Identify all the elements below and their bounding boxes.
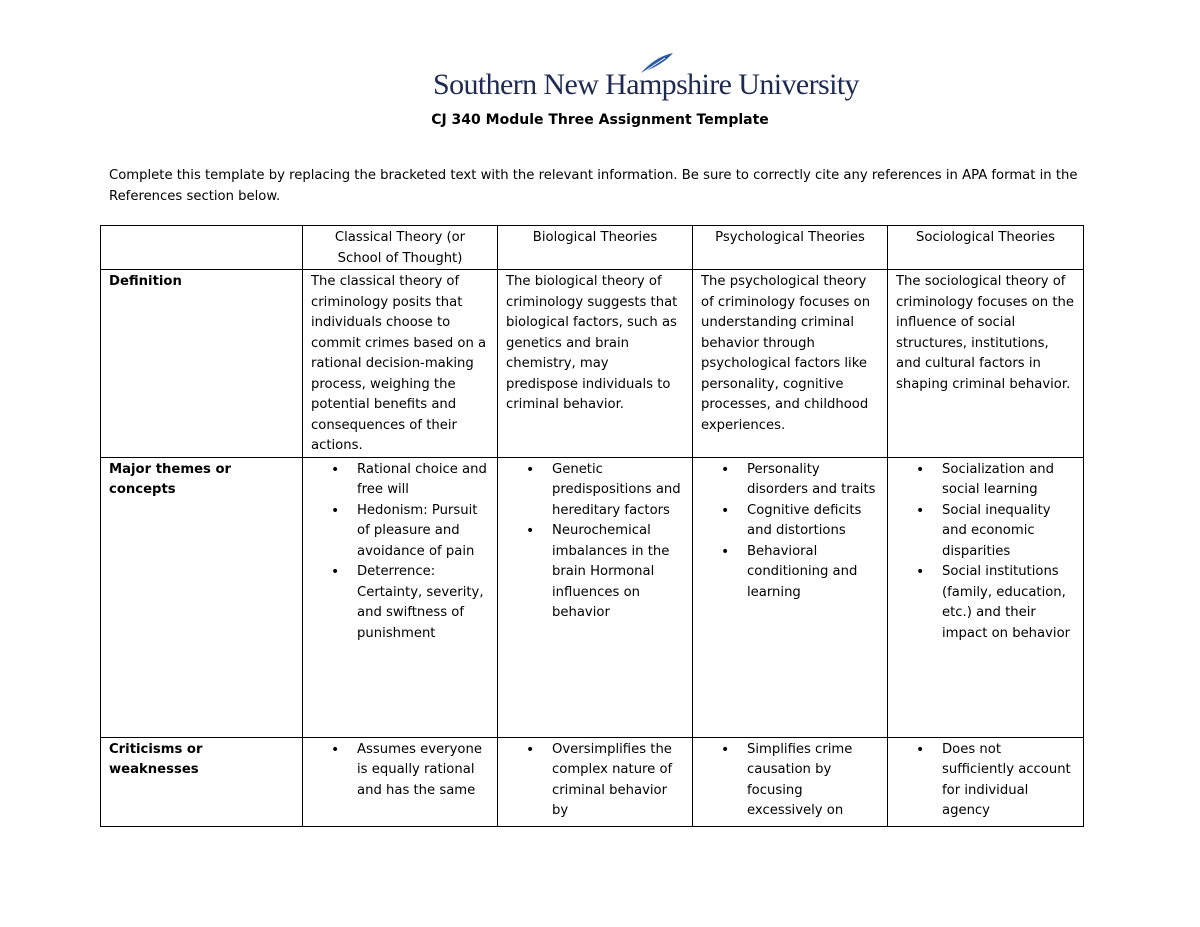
criticisms-psychological-list <box>701 740 879 822</box>
column-header-classical: Classical Theory (or School of Thought) <box>303 226 498 270</box>
definition-biological: The biological theory of criminology suggests that biological factors, such as genetics and brain chemistry, may predispose individuals to criminal behavior. <box>498 270 693 458</box>
logo-wordmark: Southern New Hampshire University <box>433 68 859 101</box>
list-item: • Genetic predispositions and hereditary factors <box>552 460 684 522</box>
themes-classical <box>303 457 498 737</box>
definition-classical: The classical theory of criminology posits that individuals choose to commit crimes based on a rational decision-making process, weighing the potential benefits and consequences of their actions. <box>303 270 498 458</box>
table-row-criticisms <box>101 737 1084 826</box>
themes-biological-list <box>506 460 684 624</box>
table-row-major-themes <box>101 457 1084 737</box>
criticisms-biological-list <box>506 740 684 822</box>
list-item: • Hedonism: Pursuit of pleasure and avoidance of pain <box>357 501 489 563</box>
list-item: • Neurochemical imbalances in the brain Hormonal influences on behavior <box>552 521 684 624</box>
criticisms-biological <box>498 737 693 826</box>
row-label-criticisms: Criticisms or weaknesses <box>101 737 303 826</box>
themes-psychological <box>693 457 888 737</box>
row-label-definition: Definition <box>101 270 303 458</box>
themes-classical-list <box>311 460 489 645</box>
criticisms-classical <box>303 737 498 826</box>
table-header-row <box>101 226 1084 270</box>
column-header-psychological: Psychological Theories <box>693 226 888 270</box>
list-item: • Deterrence: Certainty, severity, and swiftness of punishment <box>357 562 489 644</box>
table-row-definition <box>101 270 1084 458</box>
list-item: • Does not sufficiently account for individual agency <box>942 740 1075 822</box>
themes-sociological <box>888 457 1084 737</box>
university-logo <box>433 52 859 104</box>
column-header-biological: Biological Theories <box>498 226 693 270</box>
page-title: CJ 340 Module Three Assignment Template <box>431 112 769 128</box>
themes-sociological-list <box>896 460 1075 645</box>
comparison-table <box>100 225 1084 827</box>
list-item: • Social inequality and economic disparities <box>942 501 1075 563</box>
criticisms-sociological-list <box>896 740 1075 822</box>
definition-sociological: The sociological theory of criminology focuses on the influence of social structures, institutions, and cultural factors in shaping criminal behavior. <box>888 270 1084 458</box>
criticisms-psychological <box>693 737 888 826</box>
column-header-sociological: Sociological Theories <box>888 226 1084 270</box>
list-item: • Oversimplifies the complex nature of criminal behavior by <box>552 740 684 822</box>
list-item: • Cognitive deficits and distortions <box>747 501 879 542</box>
table-corner-cell <box>101 226 303 270</box>
themes-psychological-list <box>701 460 879 604</box>
feather-quill-icon <box>639 52 675 74</box>
list-item: • Socialization and social learning <box>942 460 1075 501</box>
list-item: • Simplifies crime causation by focusing excessively on <box>747 740 879 822</box>
list-item: • Personality disorders and traits <box>747 460 879 501</box>
list-item: • Behavioral conditioning and learning <box>747 542 879 604</box>
instructions-text: Complete this template by replacing the bracketed text with the relevant information. Be sure to correctly cite any references in APA format in the References section below. <box>109 168 1078 204</box>
criticisms-sociological <box>888 737 1084 826</box>
definition-psychological: The psychological theory of criminology focuses on understanding criminal behavior through psychological factors like personality, cognitive processes, and childhood experiences. <box>693 270 888 458</box>
list-item: • Assumes everyone is equally rational and has the same <box>357 740 489 802</box>
criticisms-classical-list <box>311 740 489 802</box>
list-item: • Social institutions (family, education, etc.) and their impact on behavior <box>942 562 1075 644</box>
row-label-major-themes: Major themes or concepts <box>101 457 303 737</box>
list-item: • Rational choice and free will <box>357 460 489 501</box>
themes-biological <box>498 457 693 737</box>
